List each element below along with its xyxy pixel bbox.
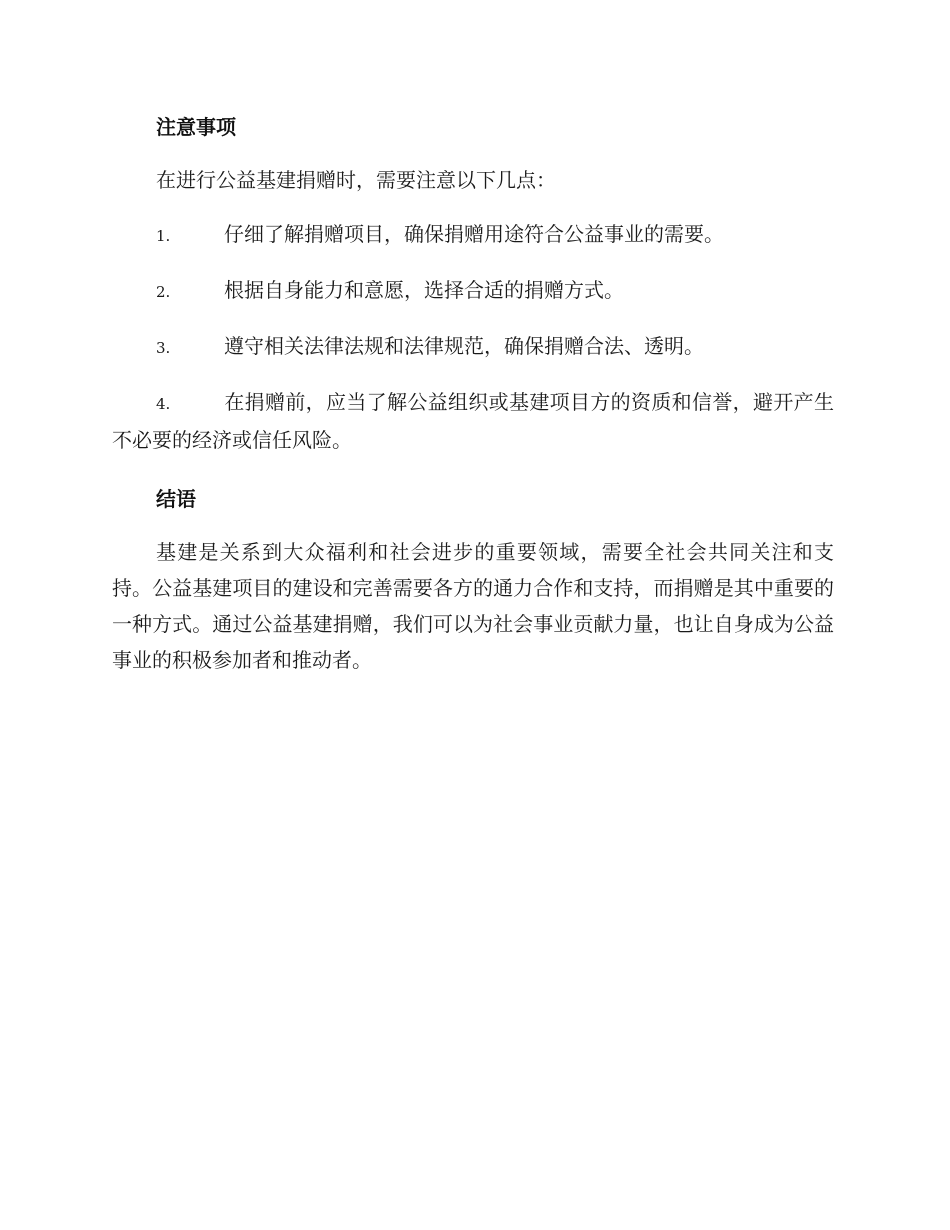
list-item xyxy=(112,328,834,366)
list-item xyxy=(112,384,834,458)
list-item-number: 2. xyxy=(156,283,171,301)
list-item-text: 根据自身能力和意愿，选择合适的捐赠方式。 xyxy=(224,278,624,302)
list-item-text: 在捐赠前，应当了解公益组织或基建项目方的资质和信誉，避开产生不必要的经济或信任风险。 xyxy=(112,390,834,452)
list-item-number: 1. xyxy=(156,227,171,245)
notes-list xyxy=(112,216,834,458)
conclusion-body: 基建是关系到大众福利和社会进步的重要领域，需要全社会共同关注和支持。公益基建项目的建设和完善需要各方的通力合作和支持，而捐赠是其中重要的一种方式。通过公益基建捐赠，我们可以为社会事业贡献力量，也让自身成为公益事业的积极参加者和推动者。 xyxy=(112,540,834,672)
list-item-number: 3. xyxy=(156,339,171,357)
list-item-text: 仔细了解捐赠项目，确保捐赠用途符合公益事业的需要。 xyxy=(224,222,724,246)
document-content xyxy=(112,108,834,696)
section-heading-conclusion: 结语 xyxy=(156,487,196,511)
section-heading-notes: 注意事项 xyxy=(156,115,236,139)
list-item-number: 4. xyxy=(156,395,171,413)
notes-intro: 在进行公益基建捐赠时，需要注意以下几点： xyxy=(156,168,556,192)
list-item-text: 遵守相关法律法规和法律规范，确保捐赠合法、透明。 xyxy=(224,334,704,358)
list-item xyxy=(112,216,834,254)
list-item xyxy=(112,272,834,310)
